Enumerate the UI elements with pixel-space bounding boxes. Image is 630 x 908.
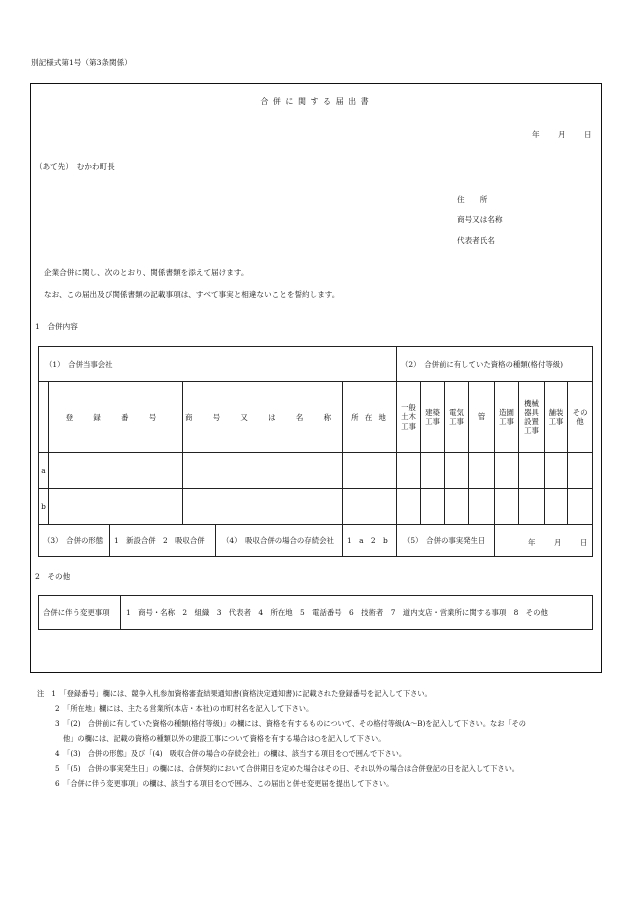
section1-heading: 1 合併内容 [35, 322, 78, 331]
row-b-name[interactable] [183, 489, 343, 525]
note-1: 注 1 「登録番号」欄には、競争入札参加資格審査結果通知書(資格決定通知書)に記載された登録番号を記入して下さい。 [37, 689, 432, 698]
row-a-location[interactable] [343, 453, 397, 489]
applicant-address-label: 住 所 [457, 195, 488, 204]
form-number-label: 別記様式第1号（第3条関係） [31, 58, 132, 67]
surviving-company-label: （4） 吸収合併の場合の存続会社 [216, 525, 343, 557]
col-registration-number: 登 録 番 号 [49, 382, 183, 453]
type-col-label: 舗装 工事 [548, 407, 564, 426]
type-civil [397, 382, 421, 453]
date-day: 日 [584, 130, 592, 139]
row-b-type-cell[interactable] [568, 489, 593, 525]
row-b-location[interactable] [343, 489, 397, 525]
merger-form-options[interactable]: 1 新設合併 2 吸収合併 [110, 525, 216, 557]
intro-text-2: なお、この届出及び関係書類の記載事項は、すべて事実と相違ないことを誓約します。 [44, 290, 340, 299]
row-b-type-cell[interactable] [445, 489, 469, 525]
row-a-type-cell[interactable] [519, 453, 545, 489]
row-b-label: b [39, 489, 49, 525]
row-a-type-cell[interactable] [445, 453, 469, 489]
type-electric [445, 382, 469, 453]
fact-date-field[interactable]: 年 月 日 [495, 525, 593, 557]
note-5: 5 「(5) 合併の事実発生日」の欄には、合併契約において合併期日を定めた場合はその日、それ以外の場合は合併登記の日を記入して下さい。 [55, 764, 519, 773]
type-pipe [469, 382, 495, 453]
row-b-type-cell[interactable] [519, 489, 545, 525]
type-col-label: その 他 [572, 407, 588, 426]
col-location: 所 在 地 [343, 382, 397, 453]
intro-text-1: 企業合併に関し、次のとおり、関係書類を添えて届けます。 [44, 268, 249, 277]
row-a-type-cell[interactable] [568, 453, 593, 489]
section2-heading: 2 その他 [35, 572, 71, 581]
date-month: 月 [558, 130, 566, 139]
type-paving [545, 382, 568, 453]
row-a-type-cell[interactable] [397, 453, 421, 489]
note-2: 2 「所在地」欄には、主たる営業所(本店・本社)の市町村名を記入して下さい。 [55, 704, 314, 713]
row-b-type-cell[interactable] [545, 489, 568, 525]
change-items-options[interactable]: 1 商号・名称 2 組織 3 代表者 4 所在地 5 電話番号 6 技術者 7 道内支店・営業所に関する事項 8 その他 [121, 596, 593, 630]
note-4: 4 「(3) 合併の形態」及び「(4) 吸収合併の場合の存続会社」の欄は、該当する項目を○で囲んで下さい。 [55, 749, 407, 758]
fact-date-label: （5） 合併の事実発生日 [397, 525, 495, 557]
col-company-name: 商 号 又 は 名 称 [183, 382, 343, 453]
merger-form-label: （3） 合併の形態 [39, 525, 110, 557]
row-label-blank [39, 382, 49, 453]
type-other [568, 382, 593, 453]
date-year: 年 [532, 130, 540, 139]
merger-form-row [38, 524, 593, 557]
type-building [421, 382, 445, 453]
companies-header: （1） 合併当事会社 [39, 347, 397, 382]
merger-content-table [38, 346, 593, 525]
change-items-table [38, 595, 593, 630]
applicant-name-label: 商号又は名称 [457, 215, 503, 224]
row-b-registration[interactable] [49, 489, 183, 525]
row-b-type-cell[interactable] [397, 489, 421, 525]
addressee: （あて先） むかわ町長 [35, 162, 115, 171]
row-b-type-cell[interactable] [469, 489, 495, 525]
note-3-cont: 他」の欄には、記載の資格の種類以外の建設工事について資格を有する場合は○を記入して下さい。 [63, 734, 386, 743]
type-col-label: 機械 器具 設置 工事 [524, 398, 539, 436]
form-title: 合 併 に 関 す る 届 出 書 [260, 97, 370, 106]
types-header: （2） 合併前に有していた資格の種類(格付等級) [397, 347, 593, 382]
type-col-label: 一般 土木 工事 [401, 403, 416, 431]
surviving-company-options[interactable]: 1 a 2 b [343, 525, 397, 557]
applicant-rep-label: 代表者氏名 [457, 236, 495, 245]
row-a-type-cell[interactable] [421, 453, 445, 489]
note-3: 3 「(2) 合併前に有していた資格の種類(格付等級)」の欄には、資格を有するものについて、その格付等級(A～B)を記入して下さい。なお「その [55, 719, 526, 728]
row-b-type-cell[interactable] [495, 489, 519, 525]
row-a-registration[interactable] [49, 453, 183, 489]
row-b-type-cell[interactable] [421, 489, 445, 525]
type-machinery [519, 382, 545, 453]
type-col-label: 管 [477, 412, 486, 422]
row-a-type-cell[interactable] [545, 453, 568, 489]
type-col-label: 建築 工事 [425, 407, 440, 426]
type-col-label: 造園 工事 [499, 407, 514, 426]
row-a-name[interactable] [183, 453, 343, 489]
change-items-label: 合併に伴う変更事項 [39, 596, 121, 630]
note-6: 6 「合併に伴う変更事項」の欄は、該当する項目を○で囲み、この届出と併せ変更届を提出して下さい。 [55, 779, 394, 788]
type-col-label: 電気 工事 [449, 407, 464, 426]
row-a-type-cell[interactable] [495, 453, 519, 489]
row-a-type-cell[interactable] [469, 453, 495, 489]
type-landscape [495, 382, 519, 453]
row-a-label: a [39, 453, 49, 489]
